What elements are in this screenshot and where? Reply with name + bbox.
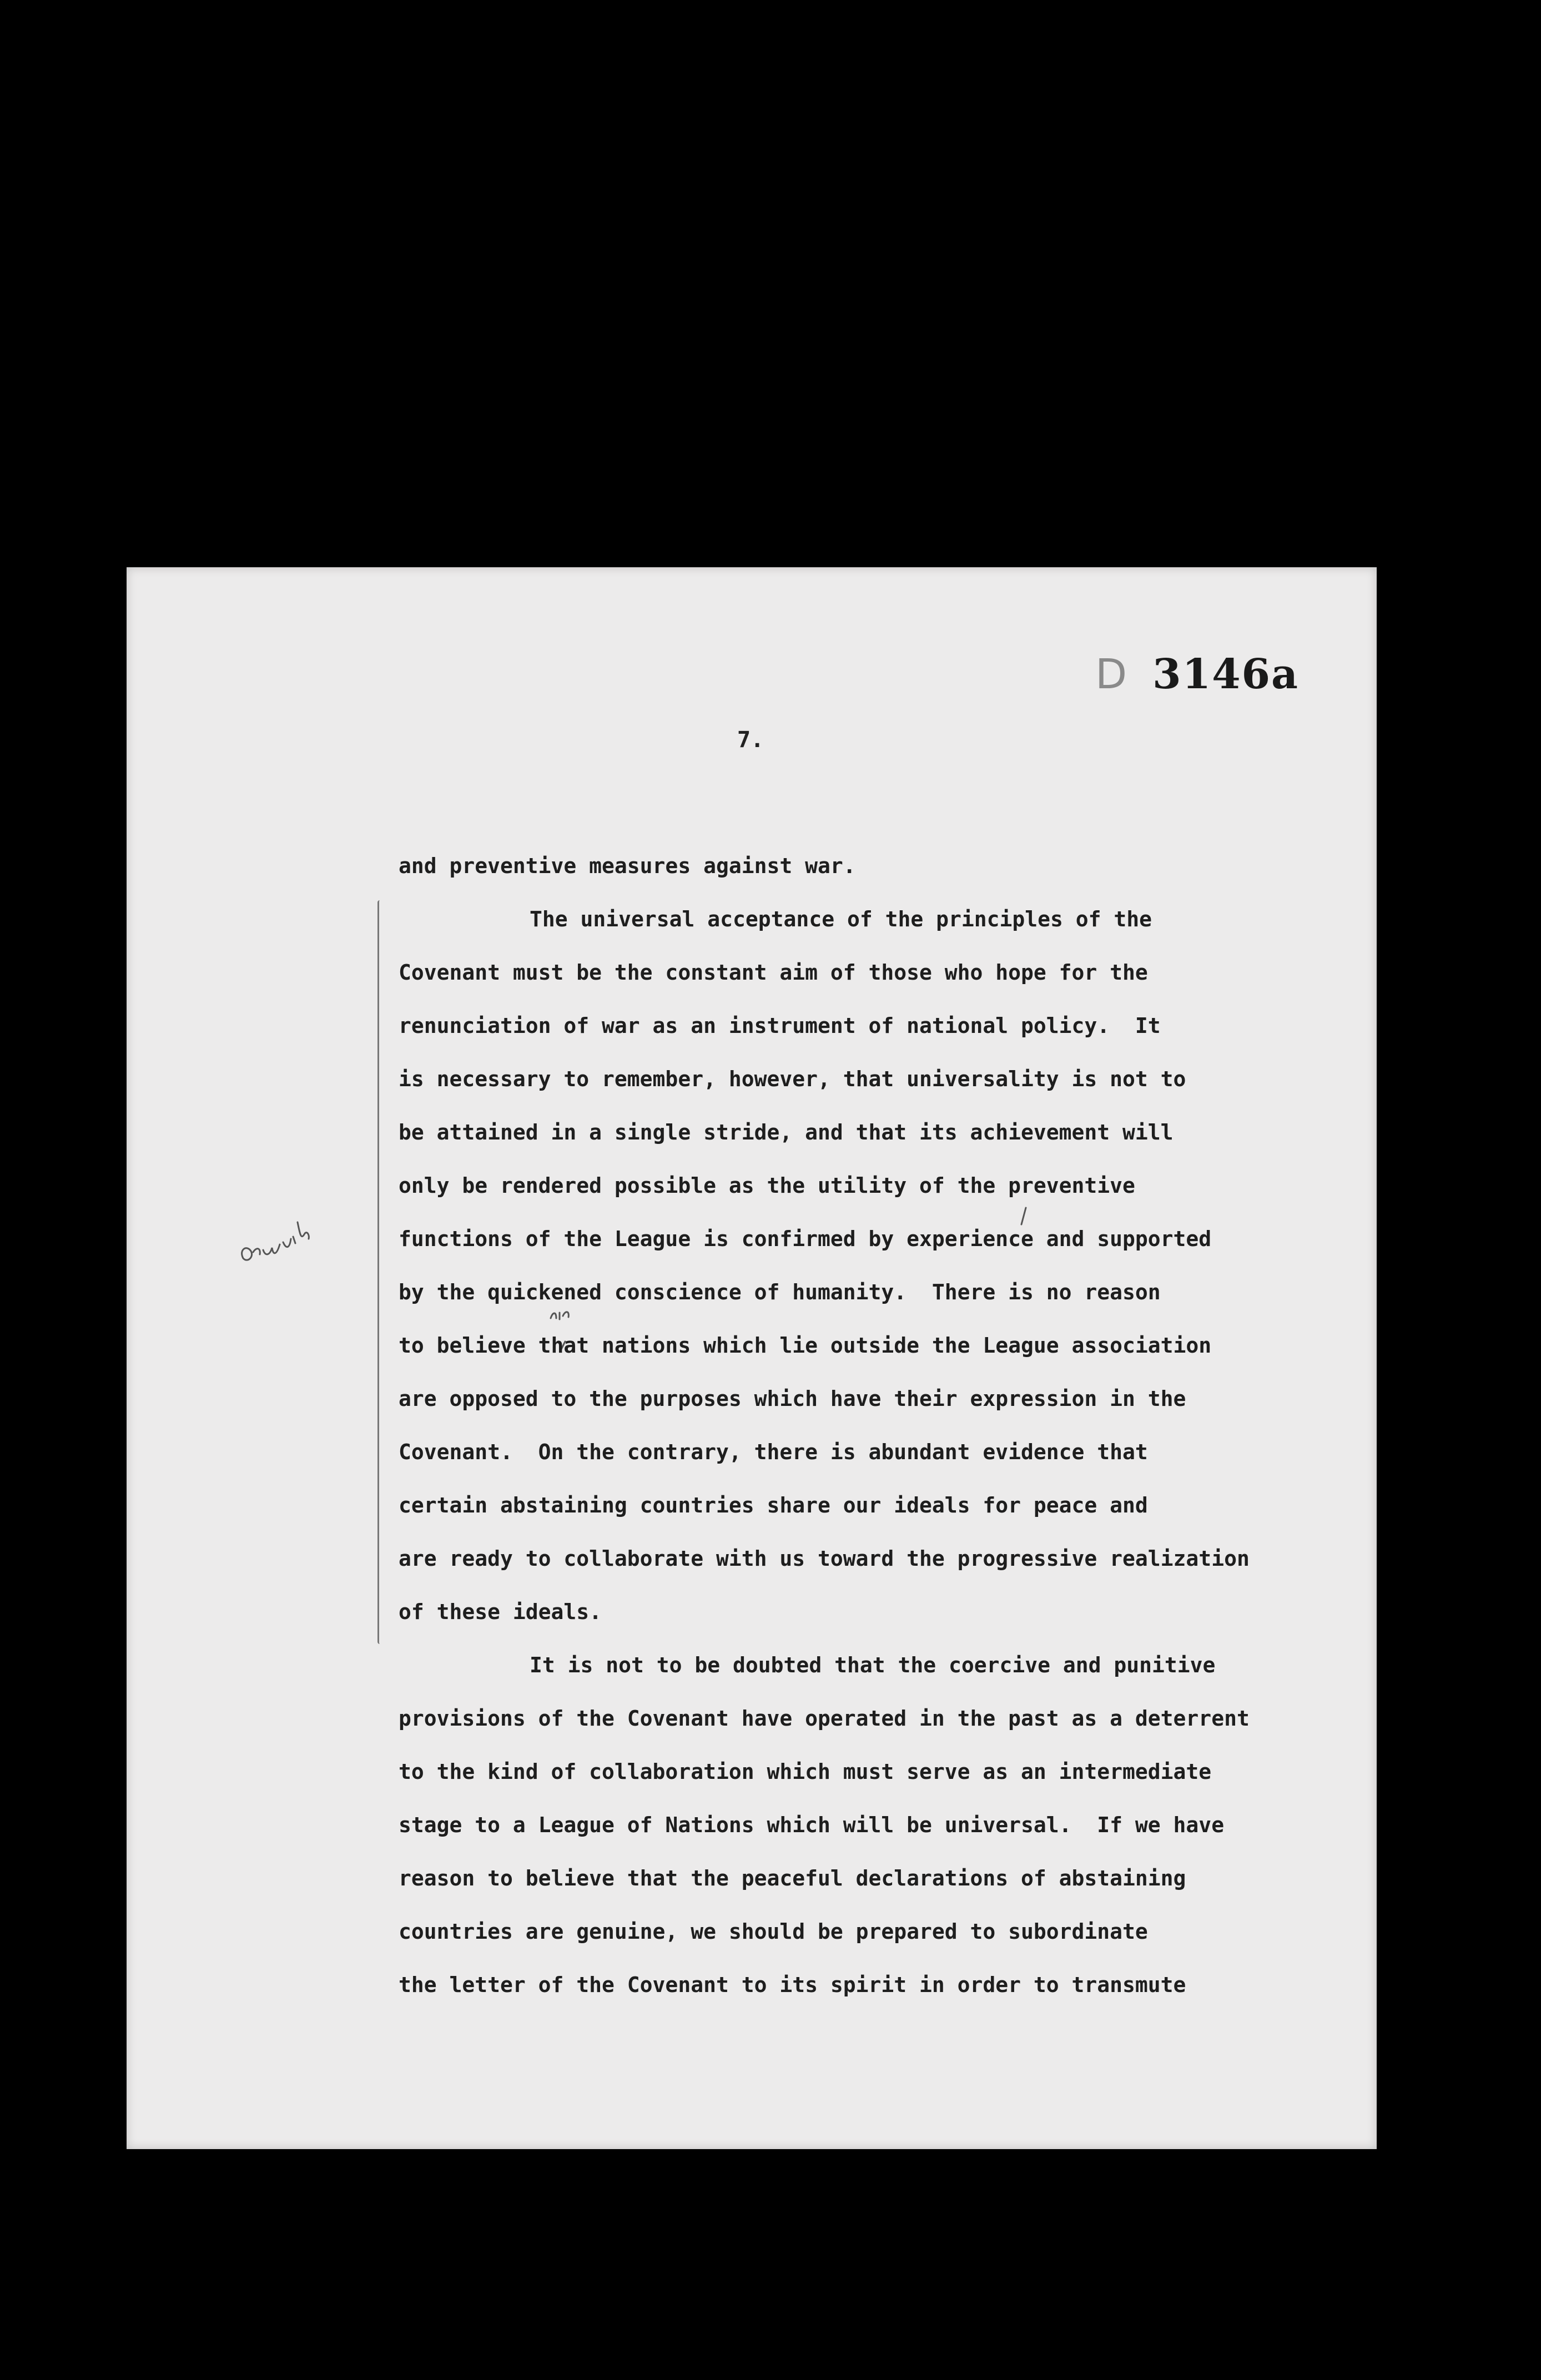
text-line: are ready to collaborate with us toward the progressive realization: [399, 1546, 1250, 1571]
handwritten-margin-note: [235, 1206, 369, 1278]
typed-body-text: [399, 839, 1342, 2011]
text-line: The universal acceptance of the principles of the: [530, 907, 1152, 931]
text-line: It is not to be doubted that the coercive and punitive: [530, 1653, 1216, 1677]
text-line: certain abstaining countries share our ideals for peace and: [399, 1493, 1148, 1517]
text-line: countries are genuine, we should be prepared to subordinate: [399, 1919, 1148, 1944]
text-line: is necessary to remember, however, that universality is not to: [399, 1067, 1186, 1091]
text-line: Covenant must be the constant aim of those who hope for the: [399, 960, 1148, 985]
page-number: 7.: [737, 727, 764, 753]
document-prefix: D: [1095, 651, 1129, 698]
margin-bracket: [377, 900, 382, 1644]
text-line: by the quickened conscience of humanity. There is no reason: [399, 1280, 1161, 1304]
text-line: renunciation of war as an instrument of national policy. It: [399, 1013, 1161, 1038]
text-line: of these ideals.: [399, 1600, 602, 1624]
text-line: are opposed to the purposes which have their expression in the: [399, 1386, 1186, 1411]
text-line: to the kind of collaboration which must serve as an intermediate: [399, 1759, 1212, 1784]
text-line: provisions of the Covenant have operated in the past as a deterrent: [399, 1706, 1250, 1731]
text-line: to believe that nations which lie outside the League association: [399, 1333, 1212, 1358]
document-number: [1095, 651, 1299, 698]
text-line: Covenant. On the contrary, there is abundant evidence that: [399, 1440, 1148, 1464]
text-line: stage to a League of Nations which will be universal. If we have: [399, 1813, 1225, 1837]
text-line: the letter of the Covenant to its spirit in order to transmute: [399, 1973, 1186, 1997]
text-line: only be rendered possible as the utility of the preventive: [399, 1173, 1135, 1198]
document-page: [127, 567, 1377, 2149]
text-line: reason to believe that the peaceful declarations of abstaining: [399, 1866, 1186, 1890]
document-id: 3146a: [1152, 651, 1299, 698]
text-line: and preventive measures against war.: [399, 854, 856, 878]
text-line: functions of the League is confirmed by experience and supported: [399, 1227, 1212, 1251]
text-line: be attained in a single stride, and that its achievement will: [399, 1120, 1174, 1144]
